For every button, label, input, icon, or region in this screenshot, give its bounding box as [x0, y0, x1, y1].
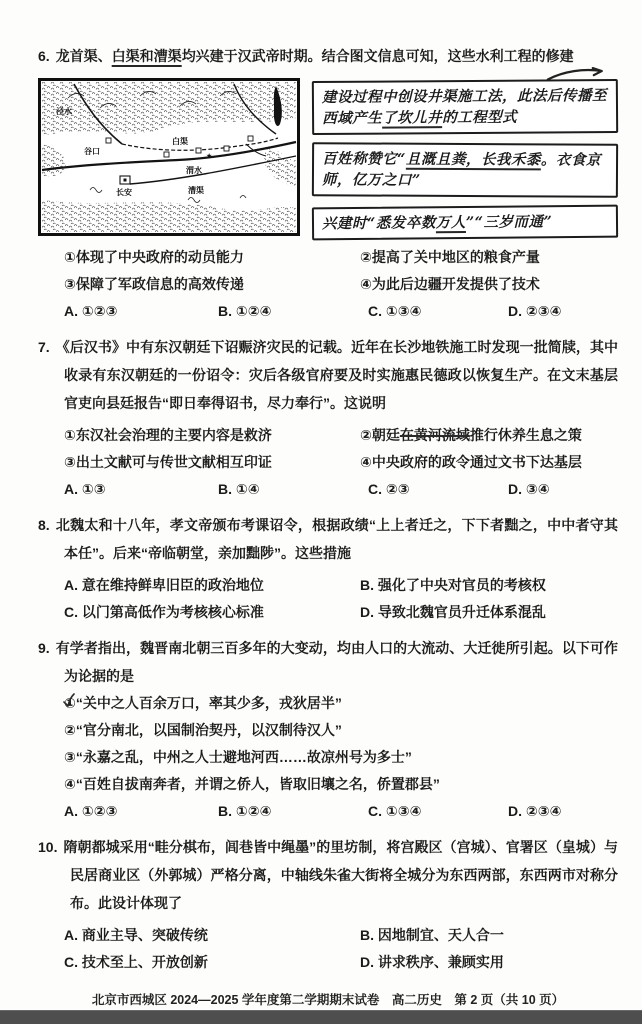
question-10-choices: [38, 922, 618, 976]
town-marker: [196, 148, 201, 153]
map-label-weishui: 渭水: [186, 166, 202, 175]
choice-c: C. ①③④: [368, 303, 422, 319]
note-text: 百姓称赞它“: [322, 150, 406, 168]
item-text: ②朝廷: [360, 427, 400, 443]
pen-underlined-text: 且溉且粪，长我禾黍: [405, 150, 541, 169]
map-label-jingshui: 泾水: [56, 107, 72, 116]
town-marker: [248, 136, 253, 141]
map-label-changan: 长安: [116, 188, 132, 197]
town-marker: [164, 152, 169, 157]
pen-underlined-text: 白渠和漕渠: [111, 48, 182, 64]
stem-text: 《后汉书》中有东汉朝廷下诏赈济灾民的记载。近年在长沙地铁施工时发现一批简牍，其中收录有东汉朝廷的一份诏令：灾后各级官府要及时实施惠民德政以恢复生产。在文末基层官吏向县廷报告“即日奉得诏书，尽力奉行”。这说明: [55, 339, 618, 411]
changan-inner-marker: [124, 179, 127, 182]
question-7-stem: [38, 333, 618, 417]
question-9-choices: [38, 798, 618, 825]
pen-underlined-text: 了坎儿井: [382, 109, 443, 127]
stem-text: 均兴建于汉武帝时期。结合图文信息可知，这些水利工程的修建: [181, 48, 574, 64]
map-label-gukou: 谷口: [84, 147, 100, 156]
page-footer: 北京市西城区 2024—2025 学年度第二学期期末试卷 高二历史 第 2 页（共 10 页）: [91, 993, 565, 1007]
pen-arrow-icon: [546, 64, 610, 82]
town-marker: [224, 146, 229, 151]
item-4: ④为此后边疆开发提供了技术: [360, 276, 540, 292]
capital-star-icon: ★: [206, 153, 213, 160]
choice-a: A. ①②③: [64, 303, 118, 319]
item-text: ②“官分南北，以国制治契丹，以汉制待汉人”: [64, 722, 342, 738]
item-2: [360, 422, 618, 449]
note-text: ”“三岁而通”: [465, 213, 553, 231]
question-8-stem: [38, 511, 618, 567]
choice-b: B. 强化了中央对官员的考核权: [360, 577, 546, 593]
question-7-choices: [38, 476, 618, 503]
choice-a: A. ①③: [64, 481, 106, 497]
question-6-items: [38, 244, 618, 298]
note-text: 。衣食京师，亿万之口”: [321, 151, 601, 189]
note-text: 建设过程中创设井渠施工法，此法后传播至西域产生: [321, 87, 607, 127]
map-label-baiqu: 白渠: [172, 137, 188, 146]
question-7-items: [38, 422, 618, 476]
question-7: [38, 333, 618, 503]
question-8: [38, 511, 618, 626]
item-text: 推行休养生息之策: [469, 427, 582, 443]
item-text: ①“关中之人百余万口，率其少多，戎狄居半”: [64, 695, 342, 711]
note-text: 兴建时“悉发卒数: [321, 214, 436, 233]
stem-text: 龙首渠、: [55, 48, 112, 64]
town-marker: [106, 138, 111, 143]
choice-d: D. 讲求秩序、兼顾实用: [360, 954, 504, 970]
question-9-items: [38, 690, 618, 798]
pen-struck-text: 在黄河流域: [399, 427, 470, 443]
question-number: 7.: [38, 339, 50, 355]
annotation-box-2: [312, 142, 618, 198]
question-6-stem: [38, 42, 618, 70]
item-1: [64, 690, 618, 717]
item-text: ④“百姓自拔南奔者，并谓之侨人，皆取旧壤之名，侨置郡县”: [64, 776, 440, 792]
choice-a: A. 意在维持鲜卑旧臣的政治地位: [64, 577, 264, 593]
question-10: [38, 833, 618, 976]
item-1: ①体现了中央政府的动员能力: [64, 249, 244, 265]
question-number: 8.: [38, 517, 50, 533]
annotation-box-1: [312, 79, 618, 135]
map-label-caoqu: 漕渠: [188, 186, 204, 195]
choice-c: C. 技术至上、开放创新: [64, 954, 208, 970]
choice-a: A. 商业主导、突破传统: [64, 927, 208, 943]
question-6-figure: [38, 78, 618, 239]
question-10-stem: [38, 833, 618, 917]
question-number: 6.: [38, 48, 50, 64]
choice-d: D. ②③④: [508, 303, 562, 319]
choice-a: A. ①②③: [64, 803, 118, 819]
question-6: [38, 42, 618, 325]
scan-edge-artifact: [0, 1010, 642, 1024]
choice-b: B. ①④: [218, 481, 260, 497]
choice-c: C. ②③: [368, 481, 410, 497]
note-text: 的工程型式: [442, 108, 518, 127]
stem-text: 北魏太和十八年，孝文帝颁布考课诏令，根据政绩“上上者迁之，下下者黜之，中中者守其本任”。后来“帝临朝堂，亲加黜陟”。这些措施: [55, 517, 618, 561]
choice-c: C. ①③④: [368, 803, 422, 819]
item-4: [64, 771, 618, 798]
item-3: ③出土文献可与传世文献相互印证: [64, 454, 272, 470]
item-2: ②提高了关中地区的粮食产量: [360, 249, 540, 265]
item-text: ③“永嘉之乱，中州之人士避地河西……故凉州号为多士”: [64, 749, 412, 765]
question-9-stem: [38, 634, 618, 690]
question-6-choices: [38, 298, 618, 325]
question-9: [38, 634, 618, 825]
choice-c: C. 以门第高低作为考核核心标准: [64, 604, 264, 620]
choice-d: D. 导致北魏官员升迁体系混乱: [360, 604, 546, 620]
item-1: ①东汉社会治理的主要内容是救济: [64, 427, 272, 443]
guanzhong-canals-map: [38, 78, 300, 236]
question-8-choices: [38, 572, 618, 626]
annotation-box-3: [312, 205, 618, 241]
question-number: 10.: [38, 839, 58, 855]
choice-d: D. ③④: [508, 481, 550, 497]
map-figure: [38, 78, 300, 236]
choice-b: B. ①②④: [218, 803, 272, 819]
stem-text: 隋朝都城采用“畦分棋布，闾巷皆中绳墨”的里坊制，将宫殿区（宫城）、官署区（皇城）与民居商业区（外郭城）严格分离，中轴线朱雀大街将全城分为东西两部，东西两市对称分布。此设计体现了: [63, 839, 618, 911]
item-3: ③保障了军政信息的高效传递: [64, 276, 244, 292]
item-3: [64, 744, 618, 771]
item-2: [64, 717, 618, 744]
choice-d: D. ②③④: [508, 803, 562, 819]
item-4: ④中央政府的政令通过文书下达基层: [360, 454, 582, 470]
question-number: 9.: [38, 640, 50, 656]
choice-b: B. 因地制宜、天人合一: [360, 927, 504, 943]
stem-text: 有学者指出，魏晋南北朝三百多年的大变动，均由人口的大流动、大迁徙所引起。以下可作为论据的是: [55, 640, 618, 684]
choice-b: B. ①②④: [218, 303, 272, 319]
handwritten-notes: [312, 78, 618, 239]
pen-underlined-text: 万人: [435, 213, 466, 232]
